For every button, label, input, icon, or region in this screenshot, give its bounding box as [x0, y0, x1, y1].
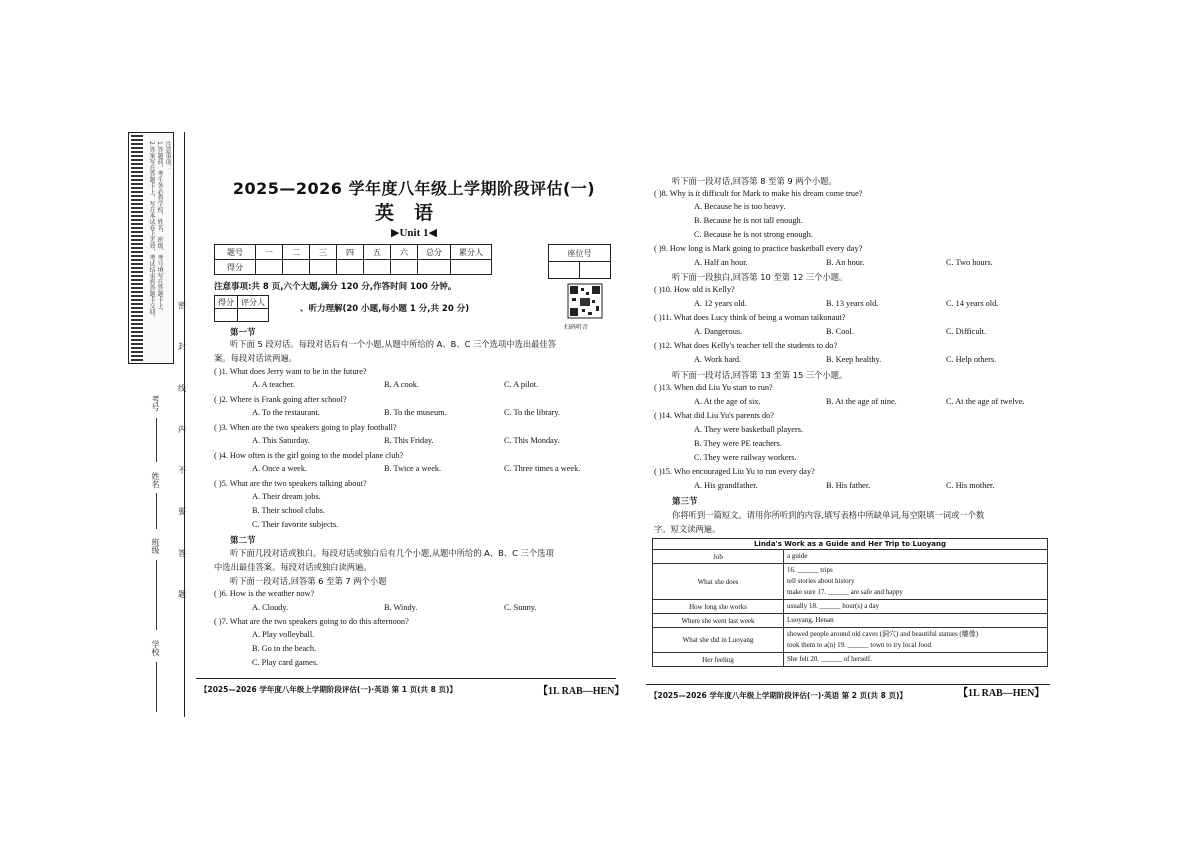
row-label: Where she went last week: [653, 614, 784, 628]
school-line: [156, 662, 157, 712]
option[interactable]: A. Once a week.: [252, 464, 308, 473]
score-header: 总分: [418, 245, 451, 260]
seat-cell[interactable]: [580, 262, 611, 279]
option[interactable]: C. This Monday.: [504, 436, 560, 445]
right-page-footer: 【2025—2026 学年度八年级上学期阶段评估(一)·英语 第 2 页(共 8 页)】: [650, 691, 907, 700]
option[interactable]: C. A pilot.: [504, 380, 539, 389]
notice-title: 注意事项：: [164, 141, 171, 171]
option[interactable]: C. Because he is not strong enough.: [694, 230, 813, 239]
option[interactable]: A. Their dream jobs.: [252, 492, 321, 501]
left-page-code: 【1L RAB—HEN】: [538, 686, 625, 697]
table-row: [653, 600, 1048, 614]
row-label: How long she works: [653, 600, 784, 614]
seal-char: 题: [178, 589, 186, 599]
option[interactable]: C. Their favorite subjects.: [252, 520, 339, 529]
blank-19[interactable]: took them to a(n) 19. ______ town to try local food: [787, 641, 932, 649]
option[interactable]: C. Two hours.: [946, 258, 993, 267]
unit-label: ▶Unit 1◀: [391, 227, 437, 239]
section-two-title: 第二节: [230, 536, 256, 546]
option[interactable]: B. An hour.: [826, 258, 865, 267]
option[interactable]: B. Cool.: [826, 327, 854, 336]
sub-instruction-13-15: 听下面一段对话,回答第 13 至第 15 三个小题。: [672, 370, 848, 380]
row-content[interactable]: [784, 653, 1048, 667]
score-header: 五: [364, 245, 391, 260]
option[interactable]: C. They were railway workers.: [694, 453, 797, 462]
option[interactable]: B. Because he is not tall enough.: [694, 216, 803, 225]
option[interactable]: C. 14 years old.: [946, 299, 999, 308]
option[interactable]: B. Go to the beach.: [252, 644, 317, 653]
option[interactable]: A. To the restaurant.: [252, 408, 320, 417]
exam-title: 2025—2026 学年度八年级上学期阶段评估(一): [232, 179, 596, 198]
score-cell[interactable]: [364, 260, 391, 275]
table-title: Linda's Work as a Guide and Her Trip to Luoyang: [653, 539, 1048, 550]
option[interactable]: A. This Saturday.: [252, 436, 310, 445]
question-8: ( )8. Why is it difficult for Mark to make his dream come true?: [654, 189, 863, 198]
option[interactable]: C. Help others.: [946, 355, 997, 364]
score-header: 累分人: [451, 245, 492, 260]
score-header: 一: [256, 245, 283, 260]
table-row: [653, 550, 1048, 564]
number-line: [156, 418, 157, 462]
seal-char: 密: [178, 301, 186, 310]
question-15: ( )15. Who encouraged Liu Yu to run every day?: [654, 467, 815, 476]
seal-char: 要: [178, 507, 186, 517]
option[interactable]: A. They were basketball players.: [694, 425, 804, 434]
mini-cell[interactable]: [238, 309, 269, 322]
option[interactable]: B. This Friday.: [384, 436, 434, 445]
question-6: ( )6. How is the weather now?: [214, 589, 315, 598]
option[interactable]: A. Dangerous.: [694, 327, 743, 336]
blank-17[interactable]: make sure 17. ______ are safe and happy: [787, 588, 903, 596]
seal-char: 内: [178, 424, 186, 434]
score-cell[interactable]: [418, 260, 451, 275]
option[interactable]: C. At the age of twelve.: [946, 397, 1025, 406]
name-line: [156, 493, 157, 529]
score-header: 题号: [215, 245, 256, 260]
part-one-title: 、听力理解(20 小题,每小题 1 分,共 20 分): [300, 304, 470, 314]
option[interactable]: B. They were PE teachers.: [694, 439, 782, 448]
table-row: [653, 653, 1048, 667]
table-row: [653, 628, 1048, 653]
seat-table: [548, 244, 611, 279]
option[interactable]: B. His father.: [826, 481, 871, 490]
option[interactable]: A. 12 years old.: [694, 299, 747, 308]
option[interactable]: B. Their school clubs.: [252, 506, 325, 515]
row-text: showed people around old caves (洞穴) and beautiful statues (雕像): [787, 630, 979, 638]
question-4: ( )4. How often is the girl going to the model plane club?: [214, 451, 404, 460]
option[interactable]: A. His grandfather.: [694, 481, 758, 490]
section-three-title: 第三节: [672, 497, 698, 507]
row-content[interactable]: [784, 628, 1048, 653]
question-1: ( )1. What does Jerry want to be in the future?: [214, 367, 367, 376]
blank-20[interactable]: She felt 20. ______ of herself.: [787, 655, 872, 663]
notice-item-2: 2.答案写在答题卡上，写在本试卷上无效，考试结束将答题卡交回。: [148, 141, 155, 321]
option[interactable]: C. His mother.: [946, 481, 995, 490]
seal-line-text: [178, 300, 190, 600]
score-header: 六: [391, 245, 418, 260]
row-content: [784, 614, 1048, 628]
blank-18[interactable]: usually 18. ______ hour(s) a day: [787, 602, 880, 610]
qr-label: 扫码听音: [564, 324, 589, 331]
qr-code-icon[interactable]: [562, 282, 608, 322]
mini-cell[interactable]: [215, 309, 238, 322]
seal-char: 不: [178, 466, 186, 476]
exam-subject: 英语: [374, 202, 453, 224]
score-cell[interactable]: [256, 260, 283, 275]
section-score-table: [214, 295, 269, 322]
question-13: ( )13. When did Liu Yu start to run?: [654, 383, 773, 392]
row-content[interactable]: [784, 564, 1048, 600]
option[interactable]: B. To the museum.: [384, 408, 447, 417]
option[interactable]: B. 13 years old.: [826, 299, 879, 308]
section-one-instructions: 听下面 5 段对话。每段对话后有一个小题,从题中所给的 A、B、C 三个选项中选出最佳答: [230, 339, 557, 349]
section-three-instructions: 你将听到一篇短文。请用你所听到的内容,填写表格中所缺单词,每空限填一词或一个数: [672, 510, 985, 520]
question-2: ( )2. Where is Frank going after school?: [214, 395, 347, 404]
table-row: [653, 614, 1048, 628]
option[interactable]: C. Sunny.: [504, 603, 537, 612]
notice-item-1: 1.答题前，考生务必将学校、姓名、班级、考号填写在答题卡上。: [156, 141, 163, 315]
left-footer-rule: [196, 678, 616, 679]
section-two-sub-instruction: 听下面一段对话,回答第 6 至第 7 两个小题: [230, 576, 387, 586]
mini-header: 得分: [215, 296, 238, 309]
row-label: Job: [653, 550, 784, 564]
seal-char: 封: [178, 342, 186, 352]
class-label: 班级: [151, 538, 160, 554]
option[interactable]: B. Windy.: [384, 603, 418, 612]
school-label: 学校: [151, 640, 160, 656]
section-three-instructions-cont: 字。短文读两遍。: [654, 524, 721, 534]
table-row: [653, 564, 1048, 600]
mini-header: 评分人: [238, 296, 269, 309]
option[interactable]: B. Keep healthy.: [826, 355, 882, 364]
notice-box: [128, 132, 174, 364]
option[interactable]: A. Work hard.: [694, 355, 742, 364]
option[interactable]: A. Play volleyball.: [252, 630, 315, 639]
name-label: 姓名: [151, 472, 160, 488]
right-page-code: 【1L RAB—HEN】: [958, 688, 1045, 699]
option[interactable]: A. Cloudy.: [252, 603, 289, 612]
question-5: ( )5. What are the two speakers talking about?: [214, 479, 367, 488]
barcode-pattern: [131, 135, 143, 361]
sub-instruction-8-9: 听下面一段对话,回答第 8 至第 9 两个小题。: [672, 176, 837, 186]
exam-notes: 注意事项:共 8 页,六个大题,满分 120 分,作答时间 100 分钟。: [214, 282, 457, 292]
seat-label: 座位号: [549, 245, 611, 262]
number-label: 考号: [151, 395, 160, 411]
score-header: 二: [283, 245, 310, 260]
option[interactable]: C. Play card games.: [252, 658, 319, 667]
option[interactable]: C. To the library.: [504, 408, 561, 417]
question-12: ( )12. What does Kelly's teacher tell the students to do?: [654, 341, 838, 350]
notice-text: [145, 141, 171, 356]
score-cell[interactable]: [283, 260, 310, 275]
row-text: tell stories about history: [787, 577, 855, 585]
option[interactable]: B. Twice a week.: [384, 464, 442, 473]
sub-instruction-10-12: 听下面一段独白,回答第 10 至第 12 三个小题。: [672, 272, 848, 282]
score-cell[interactable]: [391, 260, 418, 275]
blank-16[interactable]: 16. ______ trips: [787, 566, 833, 574]
seat-cell[interactable]: [549, 262, 580, 279]
option[interactable]: A. A teacher.: [252, 380, 295, 389]
question-14: ( )14. What did Liu Yu's parents do?: [654, 411, 774, 420]
score-header: 三: [310, 245, 337, 260]
section-one-instructions-cont: 案。每段对话读两遍。: [214, 353, 297, 363]
score-table: [214, 244, 492, 275]
section-two-instructions-cont: 中选出最佳答案。每段对话或独白读两遍。: [214, 562, 372, 572]
score-cell[interactable]: [310, 260, 337, 275]
seal-char: 线: [178, 383, 186, 393]
option[interactable]: B. At the age of nine.: [826, 397, 897, 406]
option[interactable]: A. Half an hour.: [694, 258, 748, 267]
section-two-instructions: 听下面几段对话或独白。每段对话或独白后有几个小题,从题中所给的 A、B、C 三个选项: [230, 548, 554, 558]
row-text: Luoyang, Henan: [787, 616, 834, 624]
class-line: [156, 560, 157, 630]
option[interactable]: A. At the age of six.: [694, 397, 761, 406]
row-label: Her feeling: [653, 653, 784, 667]
question-3: ( )3. When are the two speakers going to play football?: [214, 423, 397, 432]
row-content: [784, 550, 1048, 564]
score-cell[interactable]: [337, 260, 364, 275]
fill-in-table: [652, 538, 1048, 667]
question-11: ( )11. What does Lucy think of being a woman taikonaut?: [654, 313, 846, 322]
row-text: a guide: [787, 552, 808, 560]
row-label: What she did in Luoyang: [653, 628, 784, 653]
question-9: ( )9. How long is Mark going to practice basketball every day?: [654, 244, 863, 253]
section-one-title: 第一节: [230, 328, 256, 338]
option[interactable]: C. Difficult.: [946, 327, 987, 336]
option[interactable]: C. Three times a week.: [504, 464, 581, 473]
score-header: 四: [337, 245, 364, 260]
question-10: ( )10. How old is Kelly?: [654, 285, 735, 294]
option[interactable]: B. A cook.: [384, 380, 420, 389]
score-row-label: 得分: [215, 260, 256, 275]
row-content[interactable]: [784, 600, 1048, 614]
left-page-footer: 【2025—2026 学年度八年级上学期阶段评估(一)·英语 第 1 页(共 8 页)】: [200, 685, 457, 694]
question-7: ( )7. What are the two speakers going to do this afternoon?: [214, 617, 409, 626]
score-cell[interactable]: [451, 260, 492, 275]
row-label: What she does: [653, 564, 784, 600]
option[interactable]: A. Because he is too heavy.: [694, 202, 786, 211]
seal-char: 答: [178, 548, 186, 558]
